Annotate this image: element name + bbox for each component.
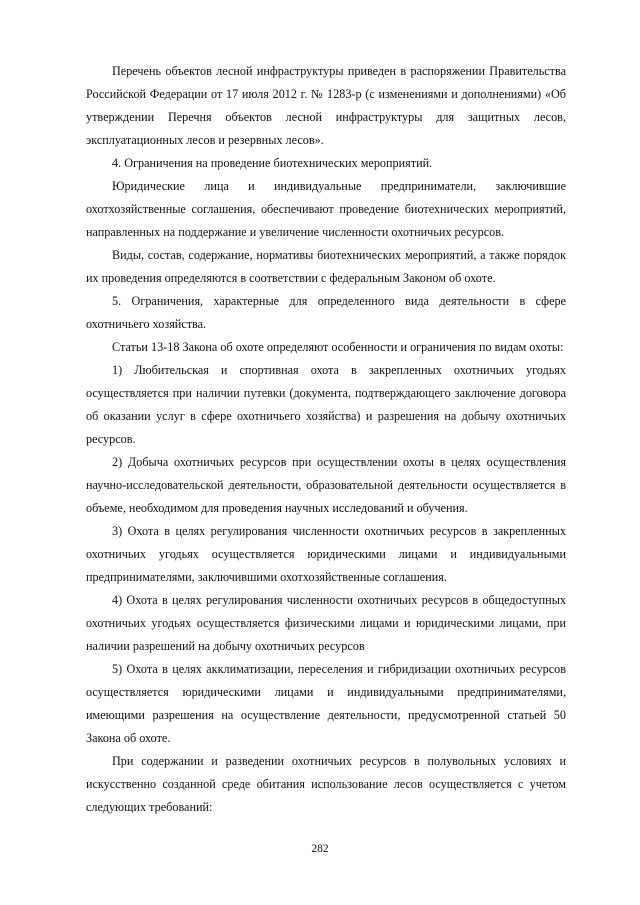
paragraph-forest-infrastructure: Перечень объектов лесной инфраструктуры приведен в распоряжении Правительства Российской Федерации от 17 июля 2012 г. № 1283-р (с изменениями и дополнениями) «Об утверждении Перечня объектов лесной инфраструктуры для защитных лесов, эксплуатационных лесов и резервных лесов». xyxy=(86,64,566,147)
heading-restriction-5: 5. Ограничения, характерные для определенного вида деятельности в сфере охотничьего хозяйства. xyxy=(86,294,566,331)
list-item-3: 3) Охота в целях регулирования численности охотничьих ресурсов в закрепленных охотничьих угодьях осуществляется юридическими лицами и индивидуальными предпринимателями, заключившими охотхозяйственные соглашения. xyxy=(86,524,566,584)
list-item-1: 1) Любительская и спортивная охота в закрепленных охотничьих угодьях осуществляется при наличии путевки (документа, подтверждающего заключение договора об оказании услуг в сфере охотничьего хозяйства) и разрешения на добычу охотничьих ресурсов. xyxy=(86,363,566,446)
paragraph-articles-13-18: Статьи 13-18 Закона об охоте определяют особенности и ограничения по видам охоты: xyxy=(112,340,564,354)
list-item-4: 4) Охота в целях регулирования численности охотничьих ресурсов в общедоступных охотничьих угодьях осуществляется физическими лицами и юридическими лицами, при наличии разрешений на добычу охотничьих ресурсов xyxy=(86,593,566,653)
page-number: 282 xyxy=(311,843,329,855)
paragraph-semi-free-conditions: При содержании и разведении охотничьих ресурсов в полувольных условиях и искусственно созданной среде обитания использование лесов осуществляется с учетом следующих требований: xyxy=(86,754,566,814)
list-item-5: 5) Охота в целях акклиматизации, переселения и гибридизации охотничьих ресурсов осуществляется юридическими лицами и индивидуальными предпринимателями, имеющими разрешения на осуществление деятельности, предусмотренной статьей 50 Закона об охоте. xyxy=(86,662,566,745)
heading-restriction-4: 4. Ограничения на проведение биотехнических мероприятий. xyxy=(112,156,433,170)
list-item-2: 2) Добыча охотничьих ресурсов при осуществлении охоты в целях осуществления научно-исследовательской деятельности, образовательной деятельности осуществляется в объеме, необходимом для проведения научных исследований и обучения. xyxy=(86,455,566,515)
paragraph-biotech-measures: Виды, состав, содержание, нормативы биотехнических мероприятий, а также порядок их проведения определяются в соответствии с федеральным Законом об охоте. xyxy=(86,248,566,285)
paragraph-legal-entities: Юридические лица и индивидуальные предприниматели, заключившие охотхозяйственные соглашения, обеспечивают проведение биотехнических мероприятий, направленных на поддержание и увеличение численности охотничьих ресурсов. xyxy=(86,179,566,239)
document-body xyxy=(86,60,566,819)
